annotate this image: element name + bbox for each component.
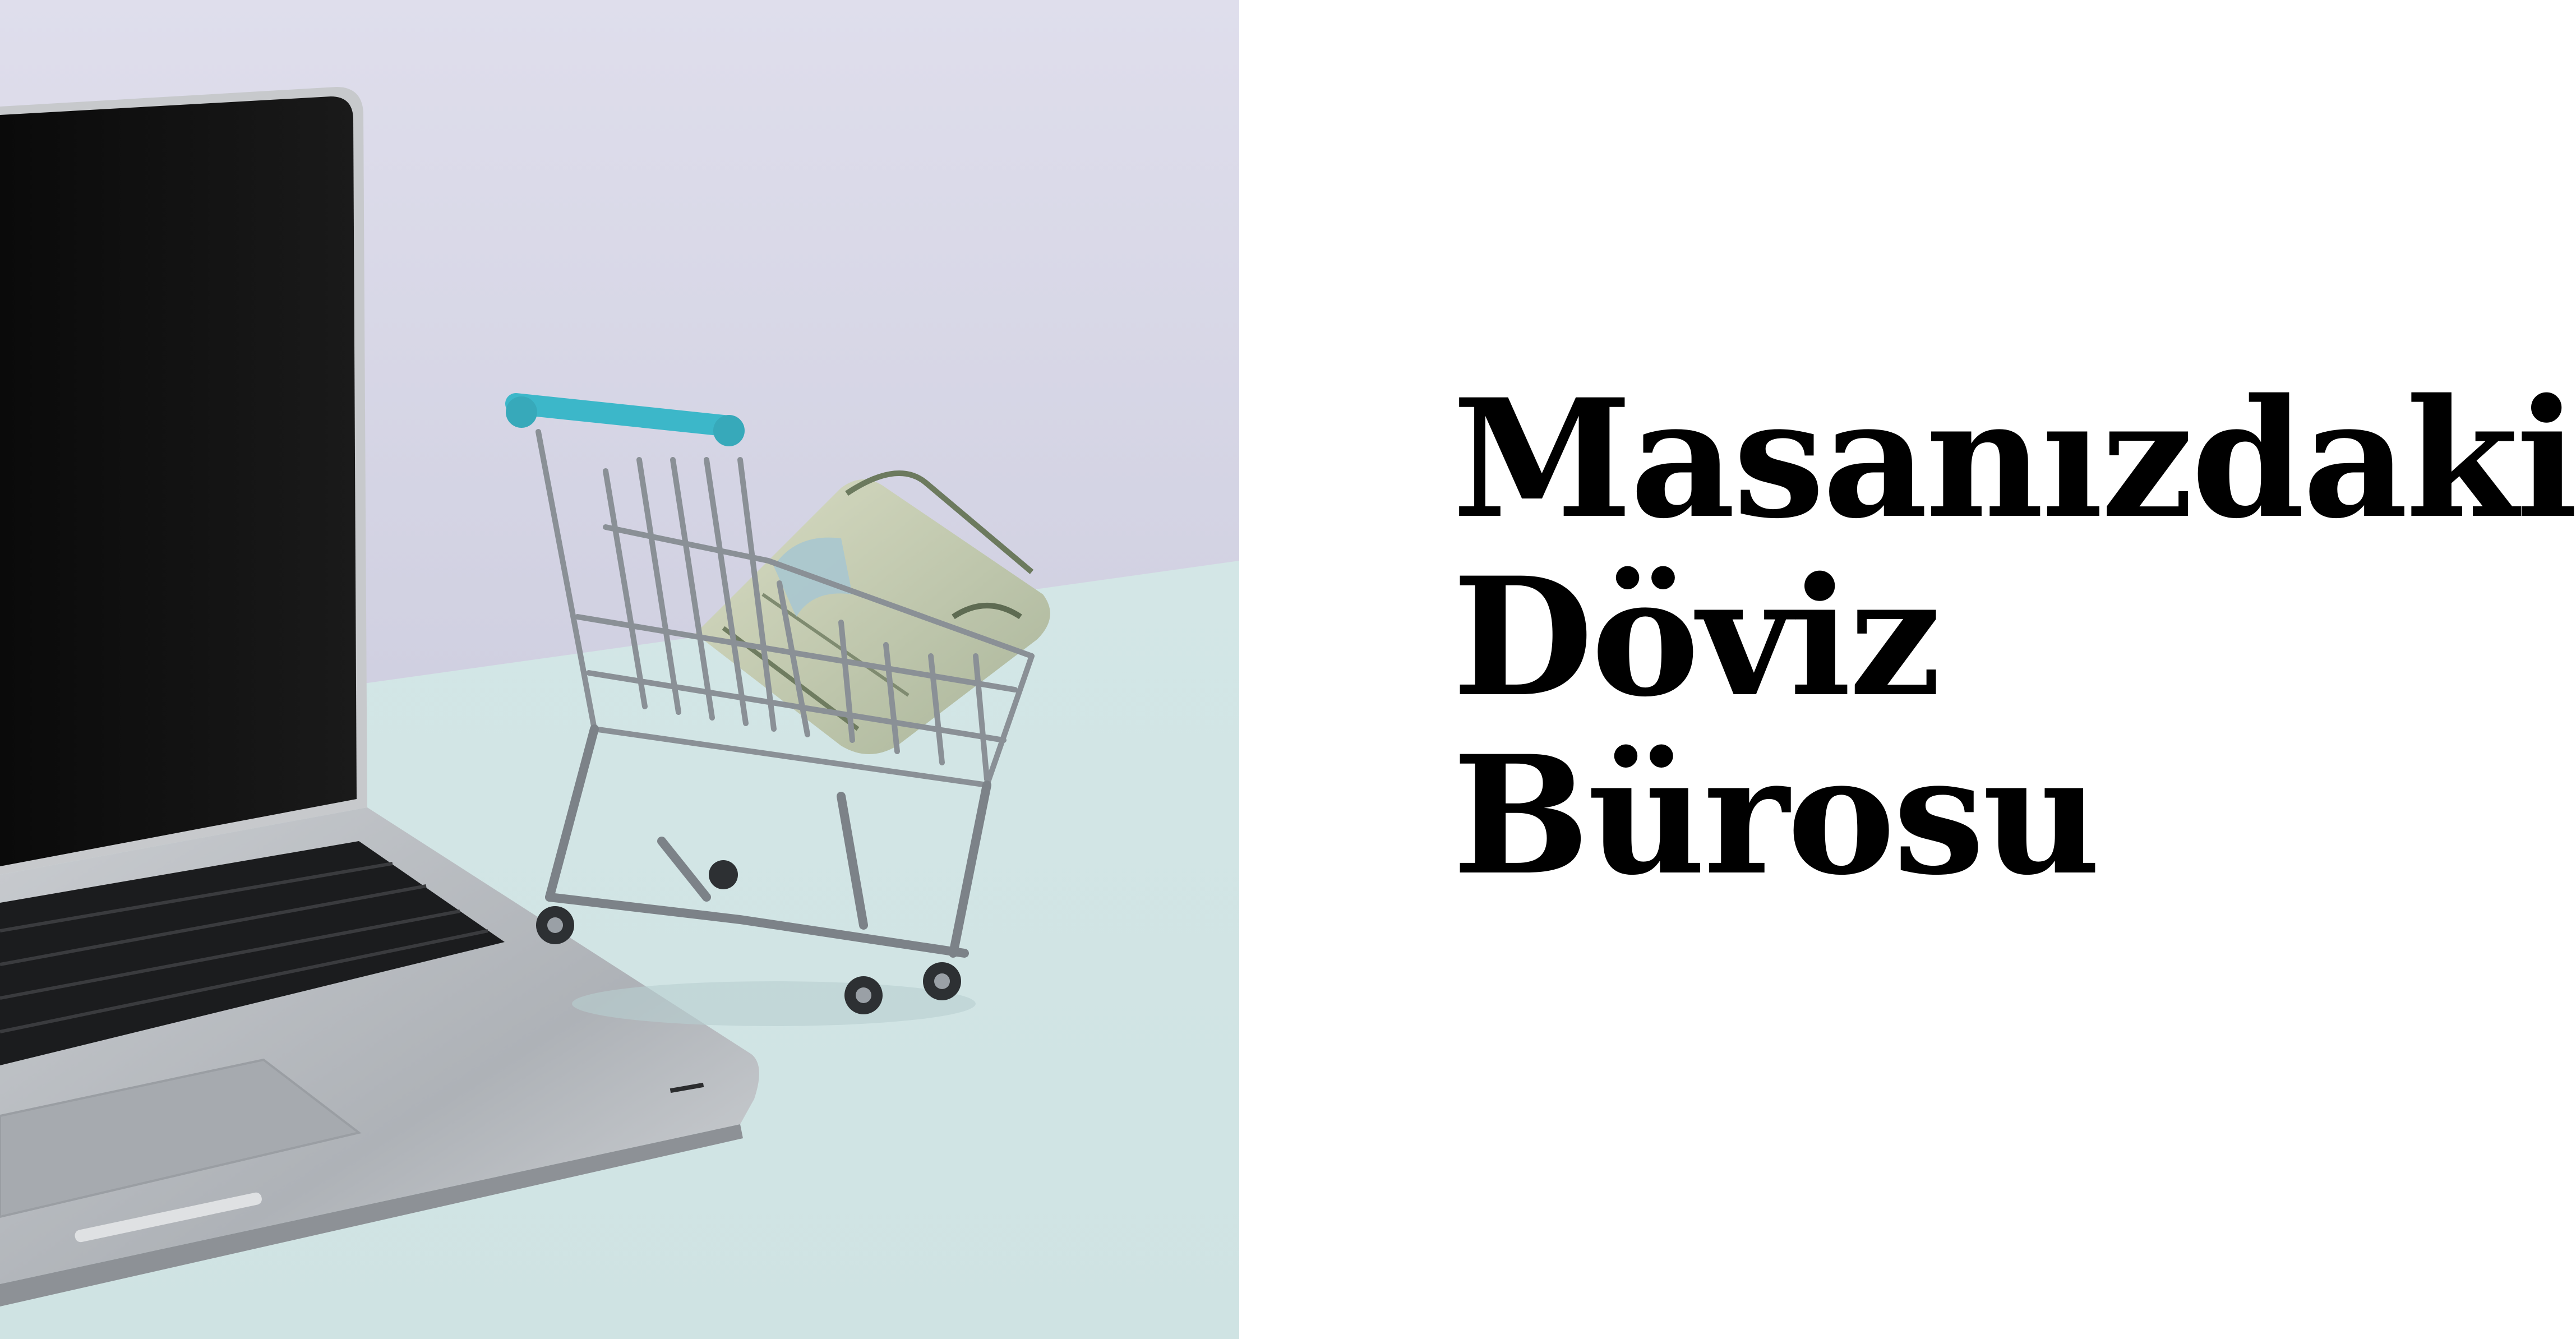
- headline-line-2: Döviz: [1452, 542, 1940, 733]
- headline-line-3: Bürosu: [1452, 721, 2099, 911]
- headline: [1452, 364, 2576, 911]
- headline-line-1: Masanızdaki: [1452, 364, 2576, 555]
- laptop-cart-illustration: [0, 0, 1239, 1339]
- hero-photo: [0, 0, 1239, 1339]
